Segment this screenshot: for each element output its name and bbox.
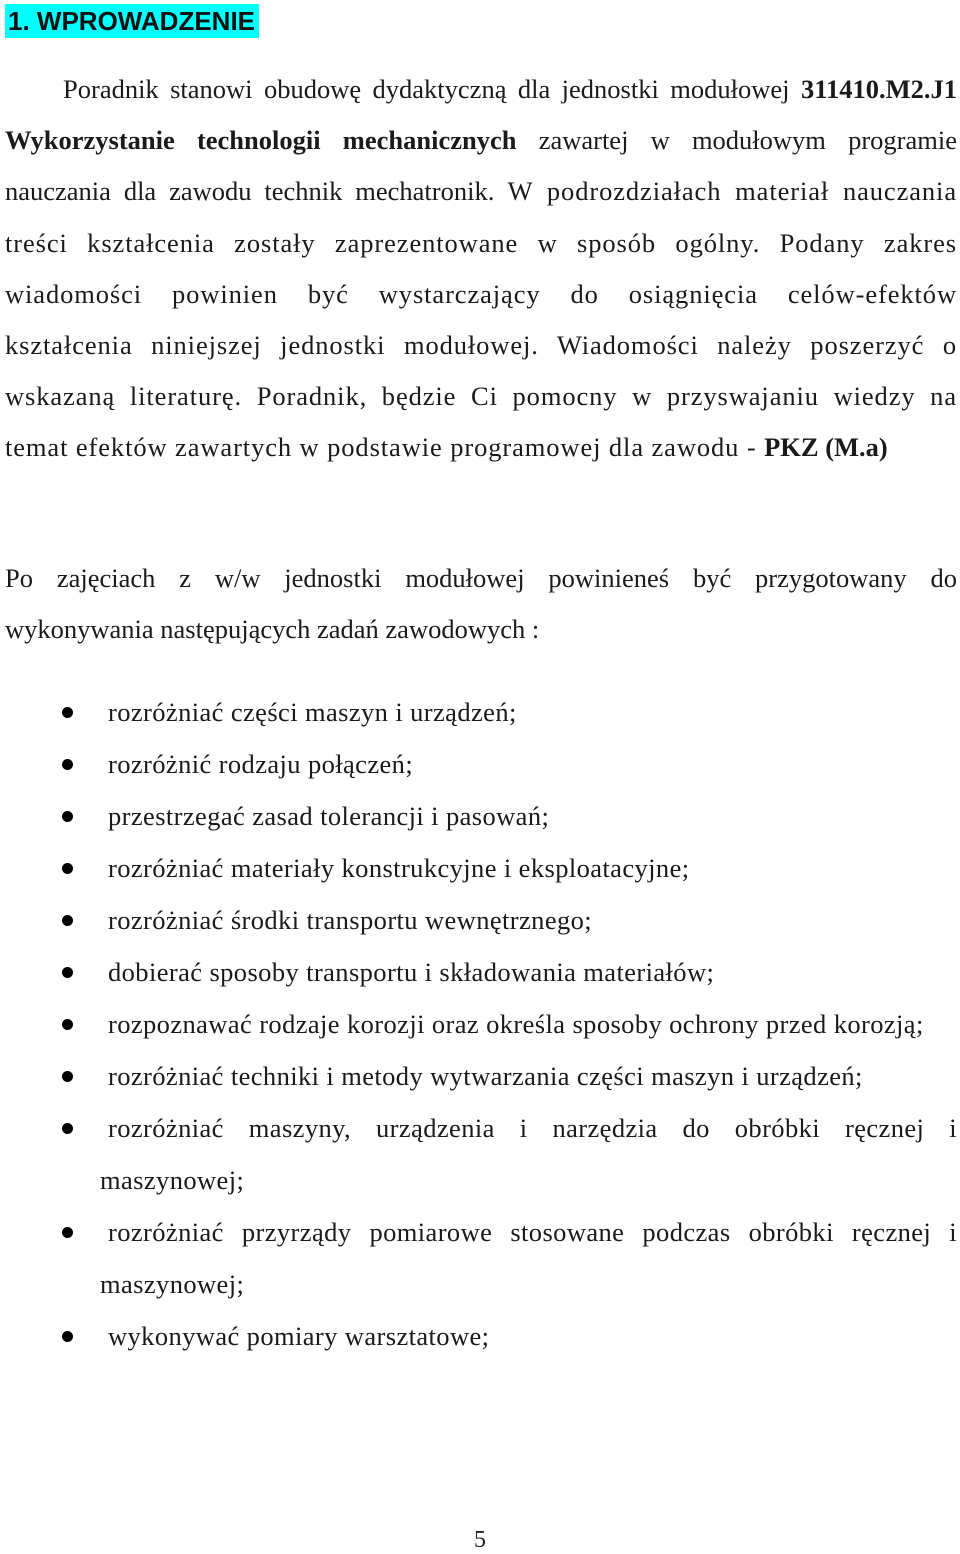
bullet-icon xyxy=(62,967,73,978)
pkz-code: PKZ (M.a) xyxy=(764,432,888,463)
task-text: rozpoznawać rodzaje korozji oraz określa sposoby ochrony przed korozją; xyxy=(108,1009,924,1039)
task-list xyxy=(0,686,957,1362)
bullet-icon xyxy=(62,1019,73,1030)
task-text: wykonywać pomiary warsztatowe; xyxy=(108,1321,490,1351)
bullet-icon xyxy=(62,1331,73,1342)
bullet-icon xyxy=(62,707,73,718)
task-list-item xyxy=(0,842,957,894)
task-list-item xyxy=(0,738,957,790)
task-list-item xyxy=(0,1310,957,1362)
page-number: 5 xyxy=(474,1527,486,1553)
task-text: rozróżnić rodzaju połączeń; xyxy=(108,749,414,779)
bullet-icon xyxy=(62,1071,73,1082)
module-code: 311410.M2.J1 Wykorzystanie technologii mechanicznych xyxy=(5,74,958,156)
bullet-icon xyxy=(62,863,73,874)
bullet-icon xyxy=(62,811,73,822)
task-text: rozróżniać środki transportu wewnętrznego; xyxy=(108,905,593,935)
bullet-icon xyxy=(62,759,73,770)
tasks-intro-paragraph: Po zajęciach z w/w jednostki modułowej powinieneś być przygotowany do wykonywania następujących zadań zawodowych : xyxy=(5,563,957,645)
task-list-item xyxy=(0,1206,957,1310)
task-list-item xyxy=(0,790,957,842)
intro-paragraph xyxy=(5,64,957,474)
task-list-item xyxy=(0,998,957,1050)
intro-text-2: zawartej w modułowym programie nauczania dla zawodu technik mechatronik. xyxy=(5,125,958,207)
task-text: rozróżniać przyrządy pomiarowe stosowane podczas obróbki ręcznej i maszynowej; xyxy=(100,1217,957,1299)
task-text: dobierać sposoby transportu i składowania materiałów; xyxy=(108,957,715,987)
task-text: rozróżniać części maszyn i urządzeń; xyxy=(108,697,517,727)
bullet-icon xyxy=(62,915,73,926)
intro-text-3: W podrozdziałach materiał nauczania treści kształcenia zostały zaprezentowane w sposób ogólny. Podany zakres wiadomości powinien być wystarczający do osiągnięcia celów-efektów kształcenia niniejszej jednostki modułowej. Wiadomości należy poszerzyć o wskazaną literaturę. Poradnik, będzie Ci pomocny w przyswajaniu wiedzy na temat efektów zawartych w podstawie programowej dla zawodu - xyxy=(5,176,957,463)
intro-line-1: Poradnik stanowi obudowę dydaktyczną dla jednostki modułowej xyxy=(63,74,790,104)
task-text: rozróżniać maszyny, urządzenia i narzędzia do obróbki ręcznej i maszynowej; xyxy=(100,1113,957,1195)
task-text: przestrzegać zasad tolerancji i pasowań; xyxy=(108,801,550,831)
section-heading: 1. WPROWADZENIE xyxy=(5,4,259,38)
task-list-item xyxy=(0,686,957,738)
bullet-icon xyxy=(62,1123,73,1134)
task-list-item xyxy=(0,1050,957,1102)
task-list-item xyxy=(0,1102,957,1206)
task-list-item xyxy=(0,894,957,946)
task-list-item xyxy=(0,946,957,998)
task-text: rozróżniać techniki i metody wytwarzania części maszyn i urządzeń; xyxy=(108,1061,863,1091)
bullet-icon xyxy=(62,1227,73,1238)
task-text: rozróżniać materiały konstrukcyjne i eksploatacyjne; xyxy=(108,853,690,883)
